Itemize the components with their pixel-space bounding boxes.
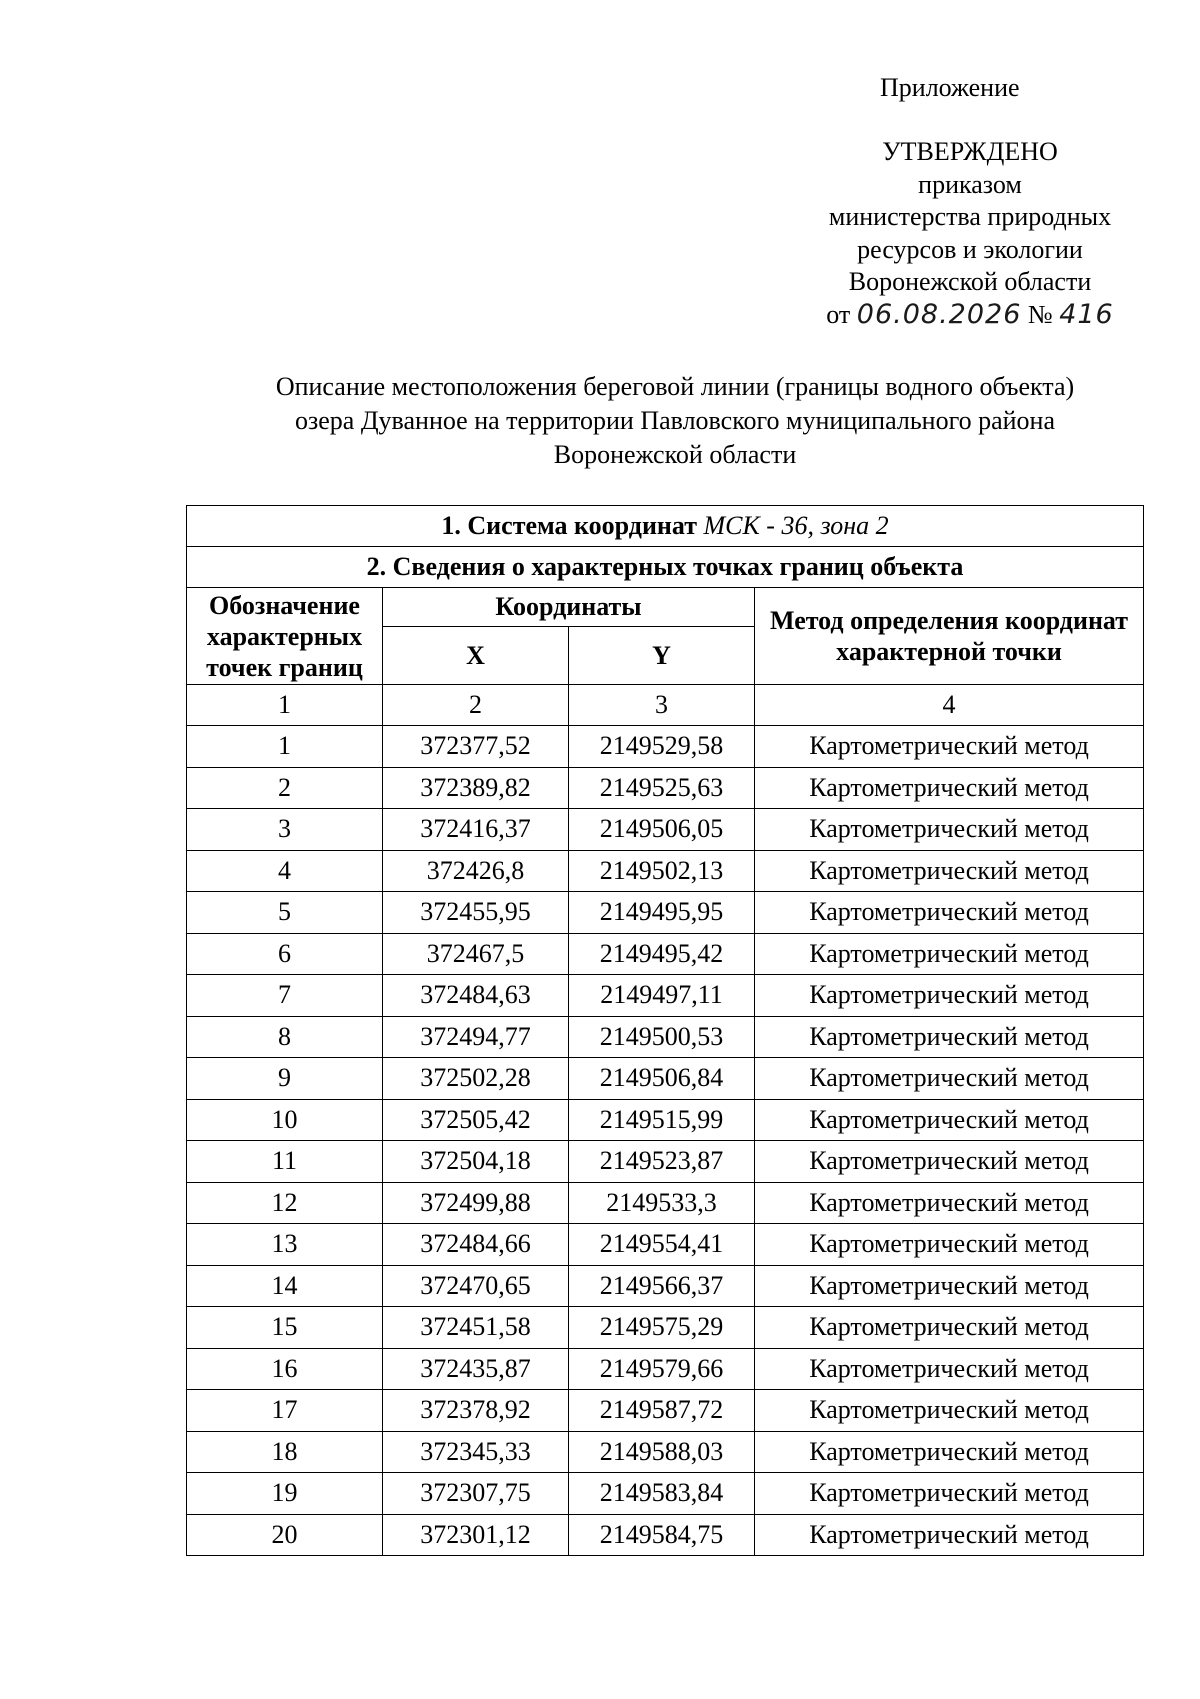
decree-date: 06.08.2026 xyxy=(856,298,1022,330)
column-number-row xyxy=(187,685,1144,726)
table-row xyxy=(187,1058,1144,1100)
x-coordinate-cell: 372389,82 xyxy=(383,767,569,809)
x-coordinate-cell: 372494,77 xyxy=(383,1016,569,1058)
table-row xyxy=(187,1390,1144,1432)
point-number-cell: 5 xyxy=(187,892,383,934)
approval-line-3: ресурсов и экологии xyxy=(857,234,1083,264)
table-row xyxy=(187,1473,1144,1515)
y-coordinate-cell: 2149579,66 xyxy=(569,1348,755,1390)
y-coordinate-cell: 2149575,29 xyxy=(569,1307,755,1349)
y-coordinate-cell: 2149529,58 xyxy=(569,726,755,768)
method-cell: Картометрический метод xyxy=(755,850,1144,892)
y-coordinate-cell: 2149495,42 xyxy=(569,933,755,975)
x-coordinate-cell: 372455,95 xyxy=(383,892,569,934)
table-row xyxy=(187,933,1144,975)
points-info-row xyxy=(187,547,1144,588)
approval-stamp xyxy=(760,136,1180,331)
x-coordinate-cell: 372484,63 xyxy=(383,975,569,1017)
header-y: Y xyxy=(569,627,755,685)
table-row xyxy=(187,809,1144,851)
decree-number: 416 xyxy=(1059,298,1114,330)
approval-line-2: министерства природных xyxy=(828,202,1112,231)
x-coordinate-cell: 372504,18 xyxy=(383,1141,569,1183)
point-number-cell: 14 xyxy=(187,1265,383,1307)
table-row xyxy=(187,726,1144,768)
table-row xyxy=(187,1099,1144,1141)
point-number-cell: 7 xyxy=(187,975,383,1017)
point-number-cell: 17 xyxy=(187,1390,383,1432)
point-number-cell: 18 xyxy=(187,1431,383,1473)
x-coordinate-cell: 372377,52 xyxy=(383,726,569,768)
method-cell: Картометрический метод xyxy=(755,1058,1144,1100)
x-coordinate-cell: 372451,58 xyxy=(383,1307,569,1349)
point-number-cell: 2 xyxy=(187,767,383,809)
coordinate-system-row xyxy=(187,506,1144,547)
table-body xyxy=(187,726,1144,1556)
x-coordinate-cell: 372467,5 xyxy=(383,933,569,975)
date-prefix: от xyxy=(826,299,851,329)
method-cell: Картометрический метод xyxy=(755,933,1144,975)
column-number: 1 xyxy=(187,685,383,726)
coordinates-table xyxy=(186,505,1144,1556)
method-cell: Картометрический метод xyxy=(755,1514,1144,1556)
point-number-cell: 20 xyxy=(187,1514,383,1556)
title-line-1: Описание местоположения береговой линии (границы водного объекта) xyxy=(275,372,1075,401)
coordinate-system-label: 1. Система координат xyxy=(441,511,698,540)
x-coordinate-cell: 372345,33 xyxy=(383,1431,569,1473)
method-cell: Картометрический метод xyxy=(755,1141,1144,1183)
document-title xyxy=(190,370,1160,472)
point-number-cell: 12 xyxy=(187,1182,383,1224)
table-row xyxy=(187,1141,1144,1183)
point-number-cell: 19 xyxy=(187,1473,383,1515)
appendix-label: Приложение xyxy=(880,73,1020,102)
header-row xyxy=(187,588,1144,627)
y-coordinate-cell: 2149500,53 xyxy=(569,1016,755,1058)
table-row xyxy=(187,1348,1144,1390)
point-number-cell: 15 xyxy=(187,1307,383,1349)
y-coordinate-cell: 2149588,03 xyxy=(569,1431,755,1473)
y-coordinate-cell: 2149583,84 xyxy=(569,1473,755,1515)
point-number-cell: 1 xyxy=(187,726,383,768)
y-coordinate-cell: 2149502,13 xyxy=(569,850,755,892)
y-coordinate-cell: 2149523,87 xyxy=(569,1141,755,1183)
header-method: Метод определения координат характерной точки xyxy=(755,588,1144,685)
y-coordinate-cell: 2149587,72 xyxy=(569,1390,755,1432)
method-cell: Картометрический метод xyxy=(755,1431,1144,1473)
point-number-cell: 8 xyxy=(187,1016,383,1058)
points-info-label: 2. Сведения о характерных точках границ объекта xyxy=(187,547,1144,588)
header-coordinates: Координаты xyxy=(383,588,755,627)
y-coordinate-cell: 2149515,99 xyxy=(569,1099,755,1141)
decree-date-number xyxy=(760,299,1180,332)
point-number-cell: 11 xyxy=(187,1141,383,1183)
x-coordinate-cell: 372307,75 xyxy=(383,1473,569,1515)
x-coordinate-cell: 372416,37 xyxy=(383,809,569,851)
method-cell: Картометрический метод xyxy=(755,1348,1144,1390)
x-coordinate-cell: 372435,87 xyxy=(383,1348,569,1390)
table-row xyxy=(187,975,1144,1017)
method-cell: Картометрический метод xyxy=(755,809,1144,851)
point-number-cell: 16 xyxy=(187,1348,383,1390)
table-row xyxy=(187,1431,1144,1473)
table-row xyxy=(187,1265,1144,1307)
y-coordinate-cell: 2149495,95 xyxy=(569,892,755,934)
point-number-cell: 13 xyxy=(187,1224,383,1266)
method-cell: Картометрический метод xyxy=(755,1182,1144,1224)
table-row xyxy=(187,1182,1144,1224)
header-x: X xyxy=(383,627,569,685)
x-coordinate-cell: 372502,28 xyxy=(383,1058,569,1100)
table-row xyxy=(187,1224,1144,1266)
method-cell: Картометрический метод xyxy=(755,726,1144,768)
method-cell: Картометрический метод xyxy=(755,1265,1144,1307)
point-number-cell: 9 xyxy=(187,1058,383,1100)
point-number-cell: 4 xyxy=(187,850,383,892)
table-row xyxy=(187,850,1144,892)
table-row xyxy=(187,892,1144,934)
header-point: Обозначение характерных точек границ xyxy=(187,588,383,685)
table-row xyxy=(187,767,1144,809)
coordinate-system-value: МСК - 36, зона 2 xyxy=(703,511,889,540)
x-coordinate-cell: 372505,42 xyxy=(383,1099,569,1141)
x-coordinate-cell: 372426,8 xyxy=(383,850,569,892)
y-coordinate-cell: 2149566,37 xyxy=(569,1265,755,1307)
table-row xyxy=(187,1514,1144,1556)
x-coordinate-cell: 372470,65 xyxy=(383,1265,569,1307)
title-line-2: озера Дуванное на территории Павловского муниципального района xyxy=(294,406,1056,435)
method-cell: Картометрический метод xyxy=(755,1307,1144,1349)
column-number: 2 xyxy=(383,685,569,726)
approval-line-4: Воронежской области xyxy=(848,267,1092,296)
column-number: 4 xyxy=(755,685,1144,726)
method-cell: Картометрический метод xyxy=(755,1224,1144,1266)
title-line-3: Воронежской области xyxy=(553,440,797,469)
column-number: 3 xyxy=(569,685,755,726)
y-coordinate-cell: 2149506,05 xyxy=(569,809,755,851)
approved-label: УТВЕРЖДЕНО xyxy=(882,137,1058,166)
x-coordinate-cell: 372499,88 xyxy=(383,1182,569,1224)
y-coordinate-cell: 2149584,75 xyxy=(569,1514,755,1556)
approval-line-1: приказом xyxy=(918,169,1022,199)
number-prefix: № xyxy=(1027,299,1053,329)
method-cell: Картометрический метод xyxy=(755,767,1144,809)
method-cell: Картометрический метод xyxy=(755,975,1144,1017)
y-coordinate-cell: 2149525,63 xyxy=(569,767,755,809)
y-coordinate-cell: 2149533,3 xyxy=(569,1182,755,1224)
method-cell: Картометрический метод xyxy=(755,1016,1144,1058)
method-cell: Картометрический метод xyxy=(755,1390,1144,1432)
method-cell: Картометрический метод xyxy=(755,1099,1144,1141)
method-cell: Картометрический метод xyxy=(755,1473,1144,1515)
point-number-cell: 6 xyxy=(187,933,383,975)
x-coordinate-cell: 372301,12 xyxy=(383,1514,569,1556)
table-row xyxy=(187,1307,1144,1349)
y-coordinate-cell: 2149506,84 xyxy=(569,1058,755,1100)
y-coordinate-cell: 2149554,41 xyxy=(569,1224,755,1266)
method-cell: Картометрический метод xyxy=(755,892,1144,934)
x-coordinate-cell: 372484,66 xyxy=(383,1224,569,1266)
x-coordinate-cell: 372378,92 xyxy=(383,1390,569,1432)
table-row xyxy=(187,1016,1144,1058)
y-coordinate-cell: 2149497,11 xyxy=(569,975,755,1017)
point-number-cell: 3 xyxy=(187,809,383,851)
point-number-cell: 10 xyxy=(187,1099,383,1141)
